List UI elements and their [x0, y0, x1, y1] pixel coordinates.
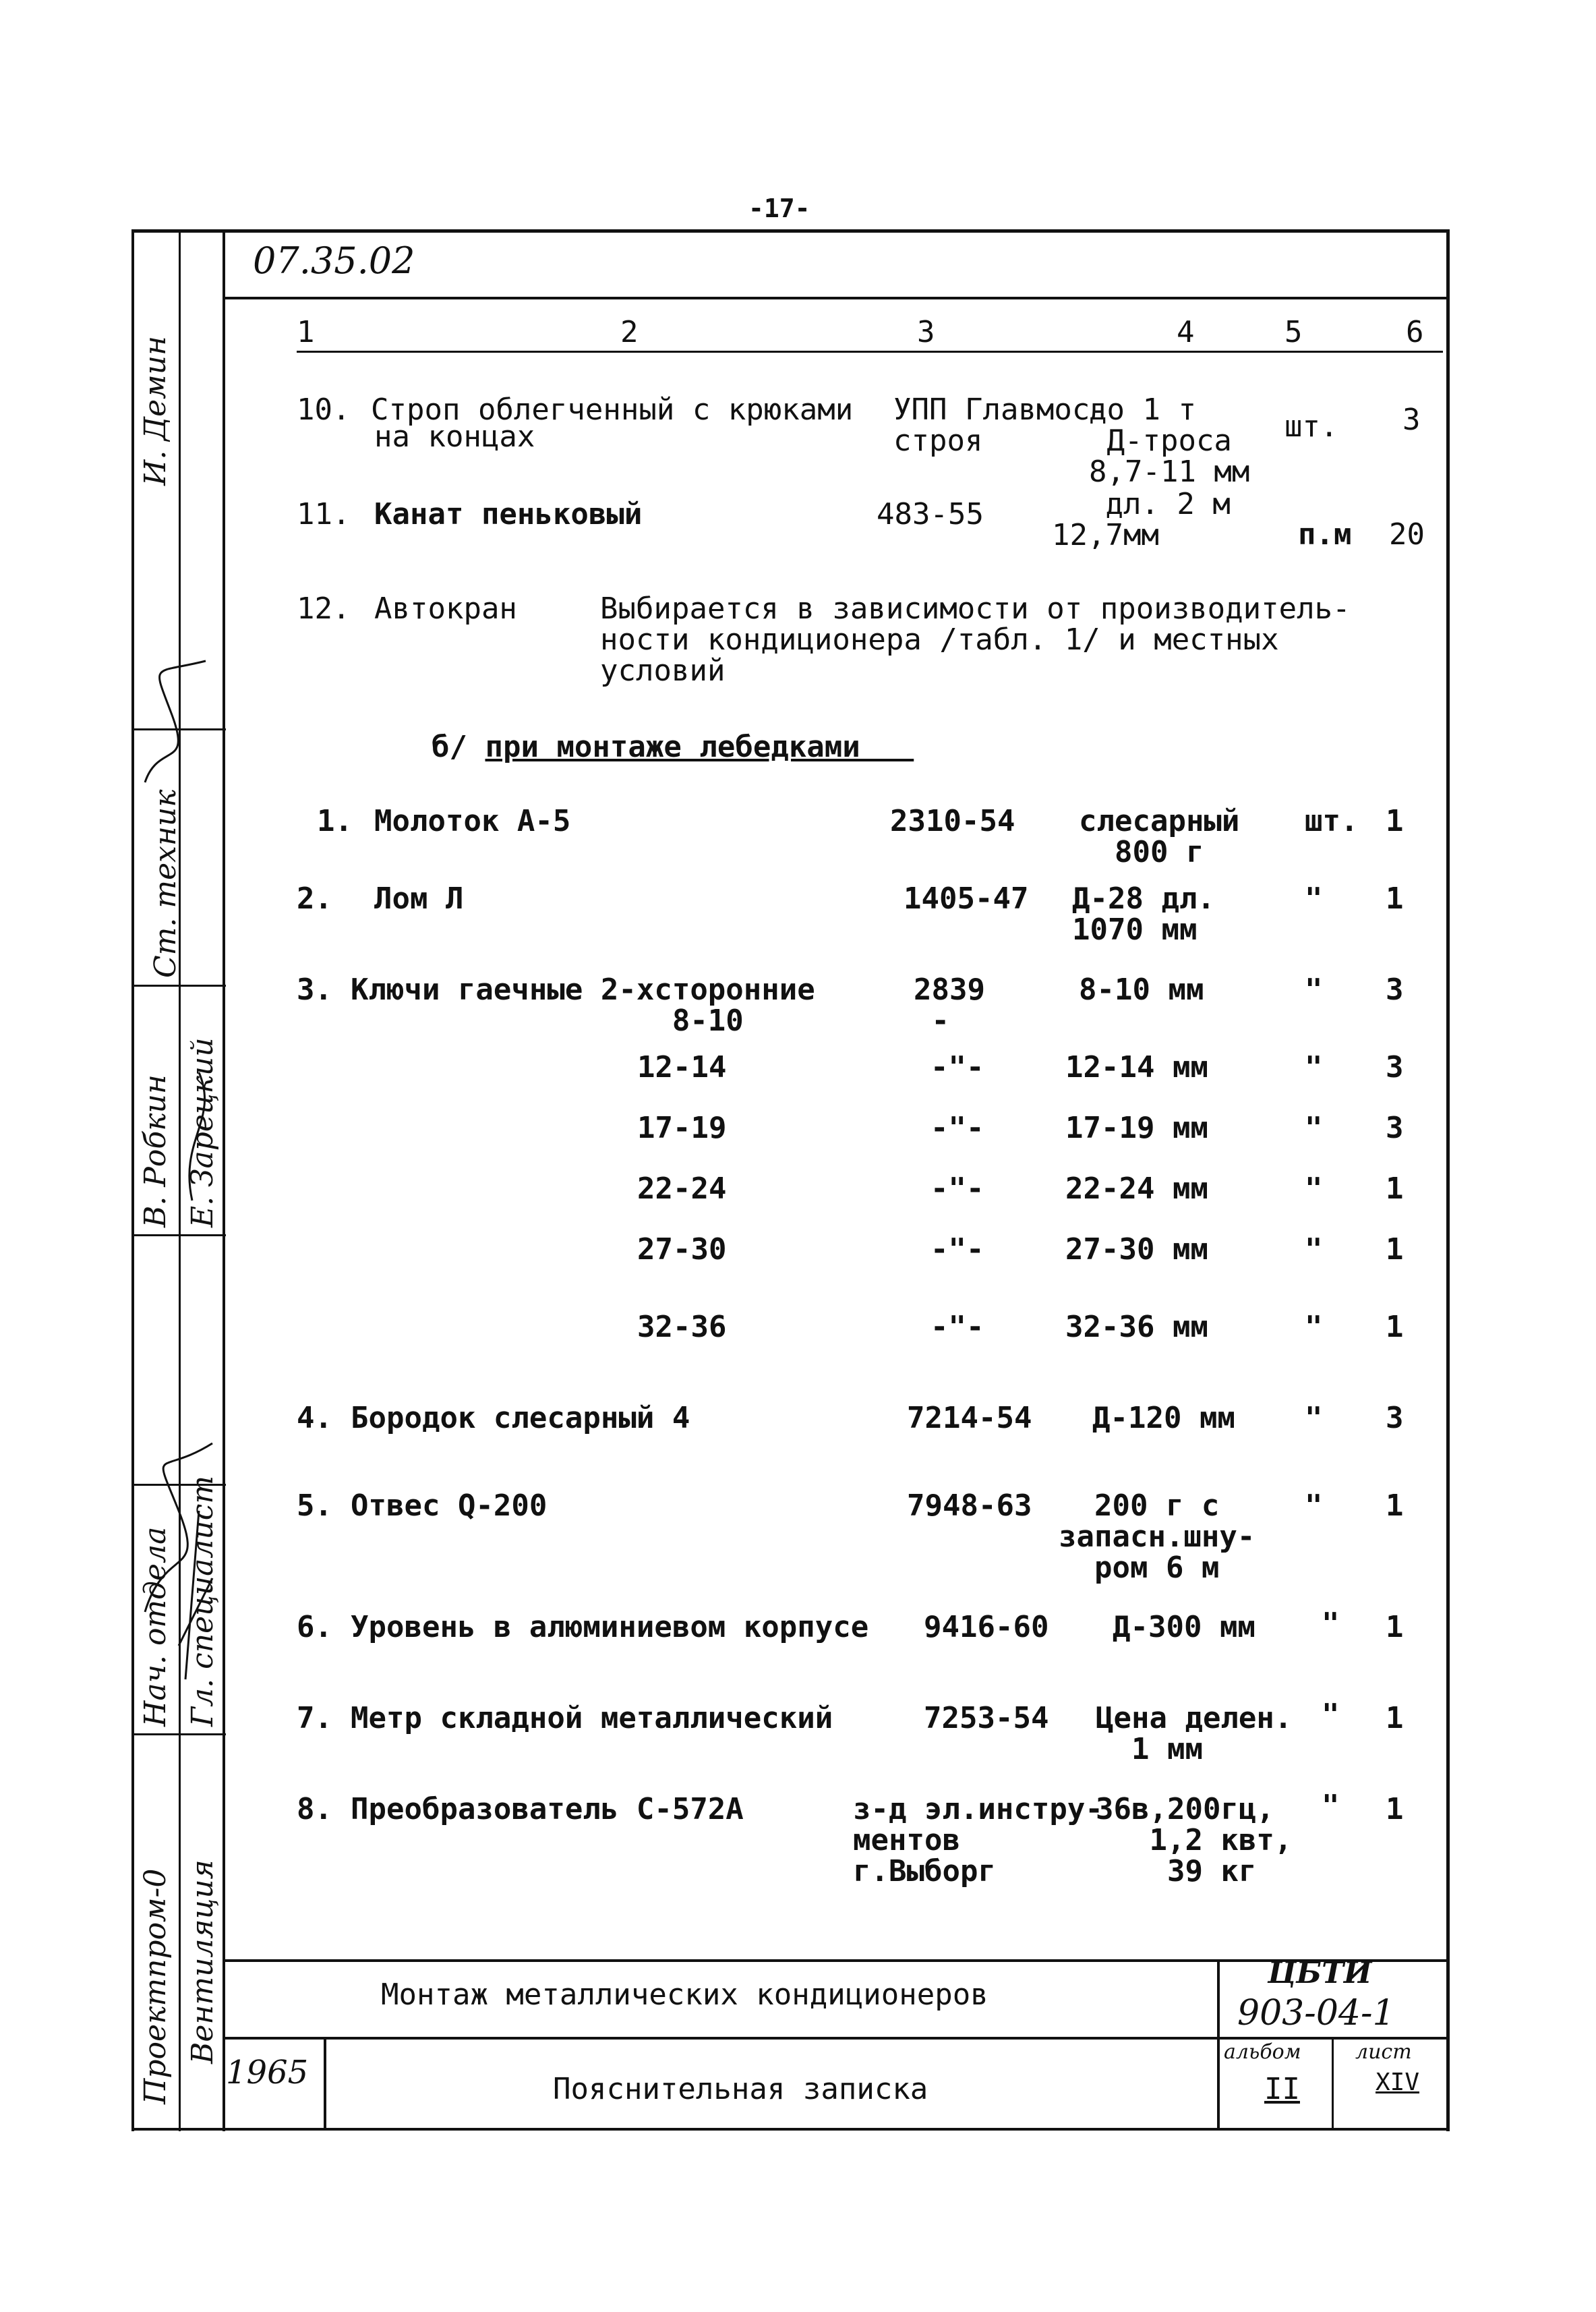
b1-unit: шт.: [1305, 804, 1359, 838]
b3e-std: -"-: [930, 1310, 984, 1344]
b5-unit: ": [1305, 1489, 1323, 1523]
tb-year-sep: [324, 2037, 326, 2128]
b3a-unit: ": [1305, 1050, 1323, 1085]
b4-qty: 3: [1386, 1401, 1404, 1435]
section-b-title: б/ при монтаже лебедками: [432, 730, 914, 764]
b6-std: 9416-60: [924, 1610, 1049, 1644]
b3b-spec: 17-19 мм: [1065, 1111, 1208, 1145]
signature-3: [179, 1511, 212, 1679]
b8-name: Преобразователь С-572А: [351, 1792, 744, 1826]
row12-num: 12.: [297, 591, 351, 626]
b3-name: Ключи гаечные 2-хсторонние 8-10: [351, 973, 815, 1038]
b6-unit: ": [1322, 1607, 1340, 1641]
b3b-qty: 3: [1386, 1111, 1404, 1145]
b3e-spec: 32-36 мм: [1065, 1310, 1208, 1344]
b4-name: Бородок слесарный 4: [351, 1401, 690, 1435]
b7-num: 7.: [297, 1701, 332, 1735]
b4-std: 7214-54: [907, 1401, 1032, 1435]
row12-note: Выбирается в зависимости от производитель- ности кондиционера /табл. 1/ и местных условий: [600, 591, 1351, 688]
header-rule: [297, 351, 1443, 353]
b1-num: 1.: [317, 804, 353, 838]
b8-std: з-д эл.инстру- ментов г.Выборг: [853, 1792, 1103, 1888]
frame-top: [131, 229, 1450, 233]
b5-name: Отвес Q-200: [351, 1489, 548, 1523]
b3d-std: -"-: [930, 1232, 984, 1267]
b7-name: Метр складной металлический: [351, 1701, 833, 1735]
b3-spec: 8-10 мм: [1079, 973, 1204, 1007]
side-role-3: Ст. техник: [148, 789, 183, 978]
b2-num: 2.: [297, 882, 332, 916]
title-block-subtitle: Пояснительная записка: [553, 2072, 928, 2106]
side-role-2: Гл. специалист: [185, 1475, 220, 1727]
b2-name: Лом Л: [374, 882, 464, 916]
side-name-3: И. Демин: [138, 336, 173, 486]
row10-num: 10.: [297, 393, 351, 427]
b7-spec: Цена делен. 1 мм: [1096, 1701, 1293, 1766]
b8-num: 8.: [297, 1792, 332, 1826]
b3c-std: -"-: [930, 1172, 984, 1206]
b4-spec: Д-120 мм: [1092, 1401, 1235, 1435]
tb-bottom: [131, 2128, 1450, 2131]
col-num-3: 3: [917, 315, 935, 349]
b3c-qty: 1: [1386, 1172, 1404, 1206]
page-number: -17-: [748, 194, 810, 223]
frame-right: [1446, 229, 1450, 2131]
b1-name: Молоток А-5: [374, 804, 571, 838]
b3-std: 2839 -: [914, 973, 985, 1038]
b7-std: 7253-54: [924, 1701, 1049, 1735]
b2-spec: Д-28 дл. 1070 мм: [1072, 882, 1215, 947]
b3-unit: ": [1305, 973, 1323, 1007]
b3a-std: -"-: [930, 1050, 984, 1085]
b6-spec: Д-300 мм: [1113, 1610, 1255, 1644]
b5-qty: 1: [1386, 1489, 1404, 1523]
doc-code-underline: [223, 297, 1446, 299]
side-name-2: В. Робкин: [138, 1074, 173, 1227]
b3d-spec: 27-30 мм: [1065, 1232, 1208, 1267]
row11-num: 11.: [297, 497, 351, 531]
b3b-size: 17-19: [637, 1111, 727, 1145]
b6-num: 6.: [297, 1610, 332, 1644]
b3e-qty: 1: [1386, 1310, 1404, 1344]
b3a-qty: 3: [1386, 1050, 1404, 1085]
row10-unit: шт.: [1284, 409, 1338, 444]
b8-spec: 36в,200гц, 1,2 квт, 39 кг: [1096, 1792, 1293, 1888]
b6-qty: 1: [1386, 1610, 1404, 1644]
row11-spec: дл. 2 м 12,7мм: [1052, 487, 1231, 552]
b7-qty: 1: [1386, 1701, 1404, 1735]
b3d-qty: 1: [1386, 1232, 1404, 1267]
doc-code: 07.35.02: [253, 239, 415, 282]
row10-spec: до 1 т Д-троса 8,7-11 мм: [1089, 393, 1250, 489]
sheet-value: XIV: [1376, 2069, 1420, 2096]
b2-qty: 1: [1386, 882, 1404, 916]
col-num-6: 6: [1406, 315, 1424, 349]
b3-num: 3.: [297, 973, 332, 1007]
signature-1: [145, 661, 206, 782]
row11-std: 483-55: [877, 497, 984, 531]
signature-4: [189, 1072, 205, 1201]
b3d-size: 27-30: [637, 1232, 727, 1267]
col-num-4: 4: [1177, 315, 1195, 349]
b7-unit: ": [1322, 1698, 1340, 1732]
b4-unit: ": [1305, 1401, 1323, 1435]
row11-qty: 20: [1389, 517, 1425, 552]
side-org-line1: Проектпром-0: [138, 1868, 173, 2104]
b3e-unit: ": [1305, 1310, 1323, 1344]
side-name-1: Е. Зарецкий: [185, 1037, 220, 1227]
b3a-spec: 12-14 мм: [1065, 1050, 1208, 1085]
b4-num: 4.: [297, 1401, 332, 1435]
row10-std: УПП Главмос- строя: [893, 393, 1108, 458]
b1-spec: слесарный 800 г: [1079, 804, 1240, 869]
b3c-spec: 22-24 мм: [1065, 1172, 1208, 1206]
signature-2: [145, 1443, 212, 1612]
album-value: II: [1264, 2072, 1300, 2106]
row10-name-2: на концах: [374, 420, 535, 454]
b5-spec: 200 г с запасн.шну- ром 6 м: [1059, 1489, 1255, 1585]
tb-mid: [223, 2037, 1446, 2040]
b3c-size: 22-24: [637, 1172, 727, 1206]
b3-qty: 3: [1386, 973, 1404, 1007]
row10-qty: 3: [1402, 403, 1421, 437]
b3b-std: -"-: [930, 1111, 984, 1145]
sheet-label: лист: [1355, 2040, 1412, 2064]
signature-marks: [131, 229, 226, 2131]
row11-unit: п.м: [1298, 517, 1352, 552]
b3b-unit: ": [1305, 1111, 1323, 1145]
b3e-size: 32-36: [637, 1310, 727, 1344]
side-org-line2: Вентиляция: [185, 1859, 220, 2064]
b5-num: 5.: [297, 1489, 332, 1523]
b8-unit: ": [1322, 1789, 1340, 1823]
tb-stamp-sep: [1217, 1959, 1220, 2128]
b8-qty: 1: [1386, 1792, 1404, 1826]
stamp-code: 903-04-1: [1237, 1993, 1395, 2033]
b1-qty: 1: [1386, 804, 1404, 838]
title-block-year: 1965: [226, 2054, 309, 2091]
stamp-org: ЦБТИ: [1268, 1956, 1372, 1990]
b3d-unit: ": [1305, 1232, 1323, 1267]
title-block-title: Монтаж металлических кондиционеров: [381, 1977, 988, 2012]
album-label: альбом: [1224, 2040, 1301, 2064]
b6-name: Уровень в алюминиевом корпусе: [351, 1610, 869, 1644]
col-num-2: 2: [620, 315, 639, 349]
b3c-unit: ": [1305, 1172, 1323, 1206]
tb-sheet-sep: [1332, 2037, 1334, 2128]
tb-top: [223, 1959, 1446, 1962]
b1-std: 2310-54: [890, 804, 1015, 838]
b2-unit: ": [1305, 882, 1323, 916]
row12-name: Автокран: [374, 591, 517, 626]
b5-std: 7948-63: [907, 1489, 1032, 1523]
side-role-1: Нач. отдела: [138, 1526, 173, 1727]
b2-std: 1405-47: [904, 882, 1029, 916]
col-num-1: 1: [297, 315, 315, 349]
b3a-size: 12-14: [637, 1050, 727, 1085]
col-num-5: 5: [1284, 315, 1303, 349]
row10-name-1: Строп облегченный с крюками: [371, 393, 854, 427]
row11-name: Канат пеньковый: [374, 497, 643, 531]
